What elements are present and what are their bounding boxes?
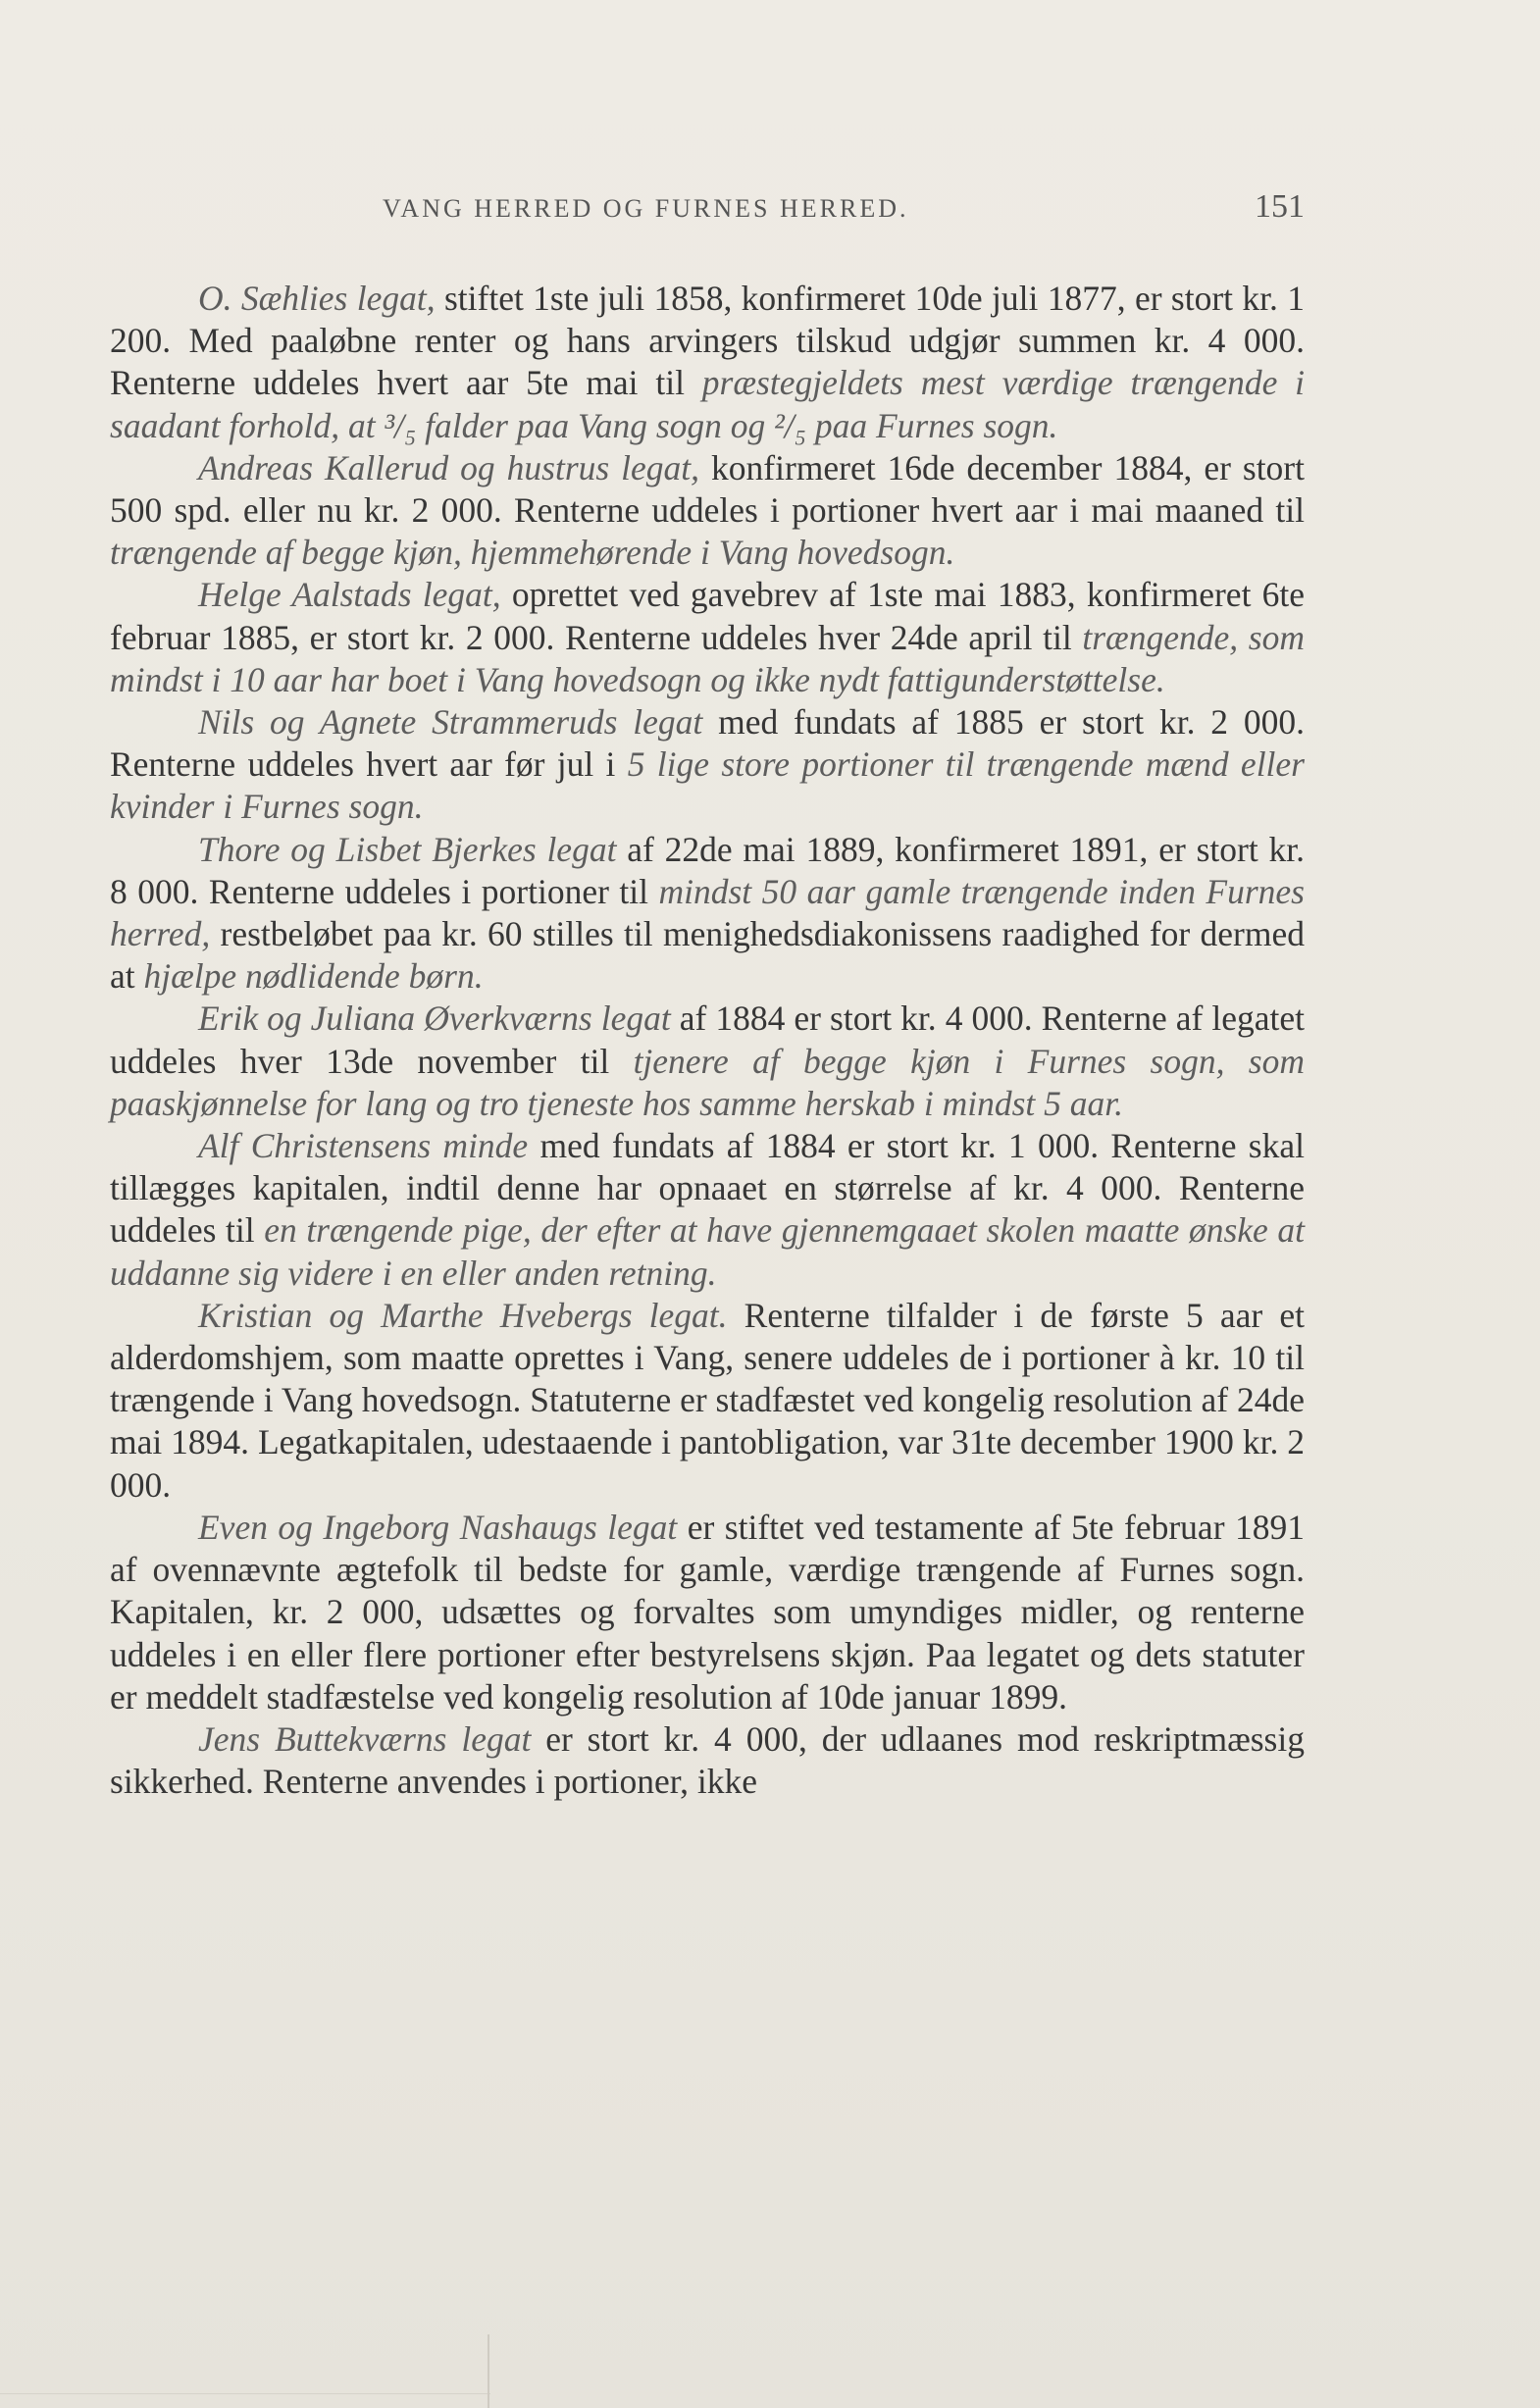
legat-emphasis-tail: hjælpe nødlidende børn. — [143, 956, 484, 997]
page-header — [383, 188, 1305, 233]
legat-text-tail: restbeløbet paa kr. 60 stilles til menighedsdiakonissens raadighed for dermed at — [110, 914, 1305, 997]
legat-text: konfirmeret 16de december 1884, er stort 500 spd. eller nu kr. 2 000. Renterne uddeles i portioner hvert aar i mai maaned til — [110, 447, 1305, 531]
legat-paragraph-aalstad — [110, 574, 1305, 701]
legat-title: O. Sæhlies legat, — [198, 279, 436, 318]
legat-text: af 22de mai 1889, konfirmeret 1891, er stort kr. 8 000. Renterne uddeles i portioner til — [110, 829, 1305, 911]
legat-emphasis: mindst 50 aar gamle trængende inden Furnes herred, — [110, 871, 1306, 954]
legat-text: oprettet ved gavebrev af 1ste mai 1883, konfirmeret 6te februar 1885, er stort kr. 2 000. Renterne uddeles hver 24de april til — [110, 575, 1305, 657]
legat-emphasis: tjenere af begge kjøn i Furnes sogn, som paaskjønnelse for lang og tro tjeneste hos samme herskab i mindst 5 aar. — [110, 1041, 1305, 1123]
legat-text: med fundats af 1885 er stort kr. 2 000. Renterne uddeles hvert aar før jul i — [110, 702, 1305, 785]
body-text — [110, 278, 1305, 1803]
legat-emphasis: 5 lige store portioner til trængende mænd eller kvinder i Furnes sogn. — [110, 744, 1305, 827]
running-head: VANG HERRED OG FURNES HERRED. — [383, 194, 909, 223]
page-number: 151 — [1255, 188, 1305, 225]
legat-text: er stiftet ved testamente af 5te februar 1891 af ovennævnte ægtefolk til bedste for gamle, værdige trængende af Furnes sogn. Kapitalen, kr. 2 000, udsættes og forvaltes som umyndiges midler, og renterne uddeles i en eller flere portioner efter bestyrelsens skjøn. Paa legatet og dets statuter er meddelt stadfæstelse ved kongelig resolution af 10de januar 1899. — [110, 1507, 1305, 1716]
legat-title: Even og Ingeborg Nashaugs legat — [198, 1507, 678, 1547]
legat-paragraph-christensen — [110, 1125, 1305, 1295]
legat-title: Helge Aalstads legat, — [198, 575, 501, 615]
legat-title: Thore og Lisbet Bjerkes legat — [198, 829, 617, 869]
legat-text: er stort kr. 4 000, der udlaanes mod reskriptmæssig sikkerhed. Renterne anvendes i portioner, ikke — [110, 1718, 1305, 1802]
legat-paragraph-hveberg — [110, 1295, 1305, 1507]
legat-paragraph-nashaug — [110, 1507, 1305, 1718]
legat-paragraph-strammerud — [110, 701, 1305, 829]
legat-paragraph-overkvaern — [110, 998, 1305, 1125]
legat-text: af 1884 er stort kr. 4 000. Renterne af legatet uddeles hver 13de november til — [110, 999, 1306, 1081]
legat-text: stiftet 1ste juli 1858, konfirmeret 10de juli 1877, er stort kr. 1 200. Med paaløbne renter og hans arvingers tilskud udgjør summen kr. 4 000. Renterne uddeles hvert aar 5te mai til — [110, 279, 1305, 403]
legat-emphasis: trængende af begge kjøn, hjemmehørende i Vang hovedsogn. — [110, 533, 955, 573]
legat-paragraph-buttekvaern — [110, 1718, 1305, 1803]
legat-emphasis: præstegjeldets mest værdige trængende i saadant forhold, at ³/₅ falder paa Vang sogn og ²/₅ paa Furnes sogn. — [110, 363, 1306, 445]
legat-paragraph-kallerud — [110, 447, 1305, 575]
page-bottom-edge — [0, 2393, 490, 2394]
binding-edge-mark — [488, 2334, 489, 2408]
legat-title: Nils og Agnete Strammeruds legat — [198, 702, 703, 743]
legat-title: Andreas Kallerud og hustrus legat, — [198, 447, 700, 487]
legat-title: Alf Christensens minde — [198, 1126, 529, 1166]
legat-emphasis: en trængende pige, der efter at have gjennemgaaet skolen maatte ønske at uddanne sig videre i en eller anden retning. — [110, 1210, 1305, 1293]
legat-title: Kristian og Marthe Hvebergs legat. — [198, 1295, 728, 1335]
legat-text: Renterne tilfalder i de første 5 aar et alderdomshjem, som maatte oprettes i Vang, senere uddeles de i portioner à kr. 10 til trængende i Vang hovedsogn. Statuterne er stadfæstet ved kongelig resolution af 24de mai 1894. Legatkapitalen, udestaaende i pantobligation, var 31te december 1900 kr. 2 000. — [110, 1295, 1305, 1505]
legat-paragraph-bjerke — [110, 829, 1305, 999]
legat-text: med fundats af 1884 er stort kr. 1 000. Renterne skal tillægges kapitalen, indtil denne har opnaaet en størrelse af kr. 4 000. Renterne uddeles til — [110, 1126, 1305, 1251]
legat-title: Jens Buttekværns legat — [198, 1718, 532, 1759]
legat-emphasis: trængende, som mindst i 10 aar har boet i Vang hovedsogn og ikke nydt fattigunderstøttelse. — [110, 617, 1305, 699]
legat-paragraph-saehlie — [110, 278, 1305, 447]
legat-title: Erik og Juliana Øverkværns legat — [198, 999, 671, 1039]
